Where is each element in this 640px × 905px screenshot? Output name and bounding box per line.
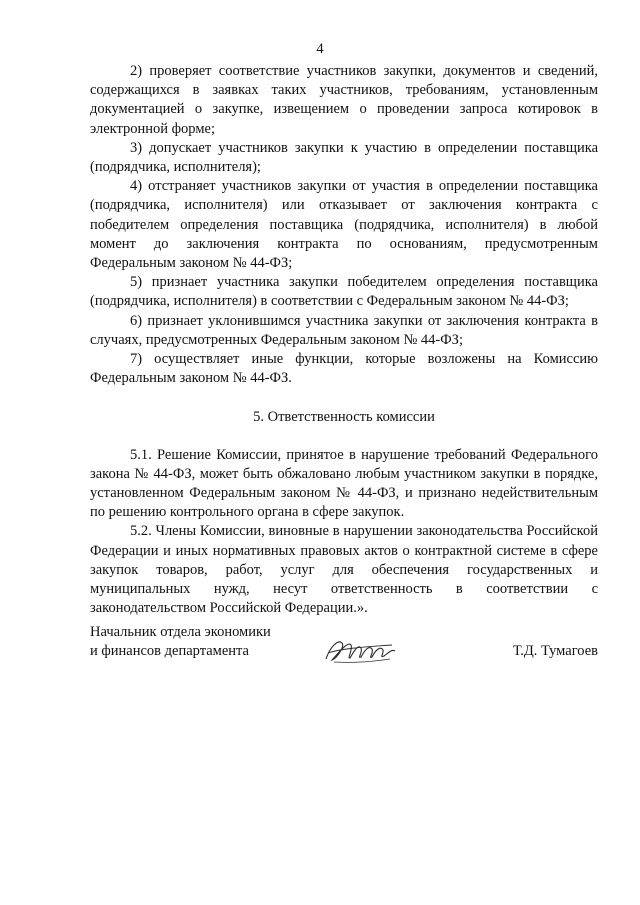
signatory-position-line-1: Начальник отдела экономики xyxy=(90,624,271,640)
list-item-5: 5) признает участника закупки победителем определения поставщика (подрядчика, исполнителя) в соответствии с Федеральным законом № 44-ФЗ; xyxy=(90,274,598,310)
signatory-position xyxy=(90,623,310,661)
list-item-6: 6) признает уклонившимся участника закупки от заключения контракта в случаях, предусмотренных Федеральным законом № 44-ФЗ; xyxy=(90,312,598,348)
list-item-2: 2) проверяет соответствие участников закупки, документов и сведений, содержащихся в заявках таких участников, требованиям, установленным документацией о закупке, извещением о проведении запроса котировок в электронной форме; xyxy=(90,63,598,137)
list-item-4: 4) отстраняет участников закупки от участия в определении поставщика (подрядчика, исполнителя) или отказывает от заключения контракта с победителем определения поставщика (подрядчика, исполнителя) в любой момент до заключения контракта по основаниям, предусмотренным Федеральным законом № 44-ФЗ; xyxy=(90,178,598,272)
document-body xyxy=(90,62,598,618)
signatory-position-line-2: и финансов департамента xyxy=(90,643,249,660)
page-number: 4 xyxy=(316,41,324,57)
list-item-7: 7) осуществляет иные функции, которые возложены на Комиссию Федеральным законом № 44-ФЗ. xyxy=(90,351,598,387)
list-item-3: 3) допускает участников закупки к участию в определении поставщика (подрядчика, исполнителя); xyxy=(90,139,598,176)
section-heading: 5. Ответственность комиссии xyxy=(253,409,435,426)
clause-5-1: 5.1. Решение Комиссии, принятое в нарушение требований Федерального закона № 44-ФЗ, может быть обжаловано любым участником закупки в порядке, установленном Федеральным законом № 44-ФЗ, и признано недействительным по решению контрольного органа в сфере закупок. xyxy=(90,446,598,521)
clause-5-2: 5.2. Члены Комиссии, виновные в нарушении законодательства Российской Федерации и иных нормативных правовых актов о контрактной системе в сфере закупок товаров, работ, услуг для обеспечения государственных и муниципальных нужд, несут ответственность в соответствии с законодательством Российской Федерации.». xyxy=(90,523,598,617)
signature-block xyxy=(90,623,598,673)
signatory-name: Т.Д. Тумагоев xyxy=(512,643,598,659)
handwritten-signature-icon xyxy=(320,629,400,669)
